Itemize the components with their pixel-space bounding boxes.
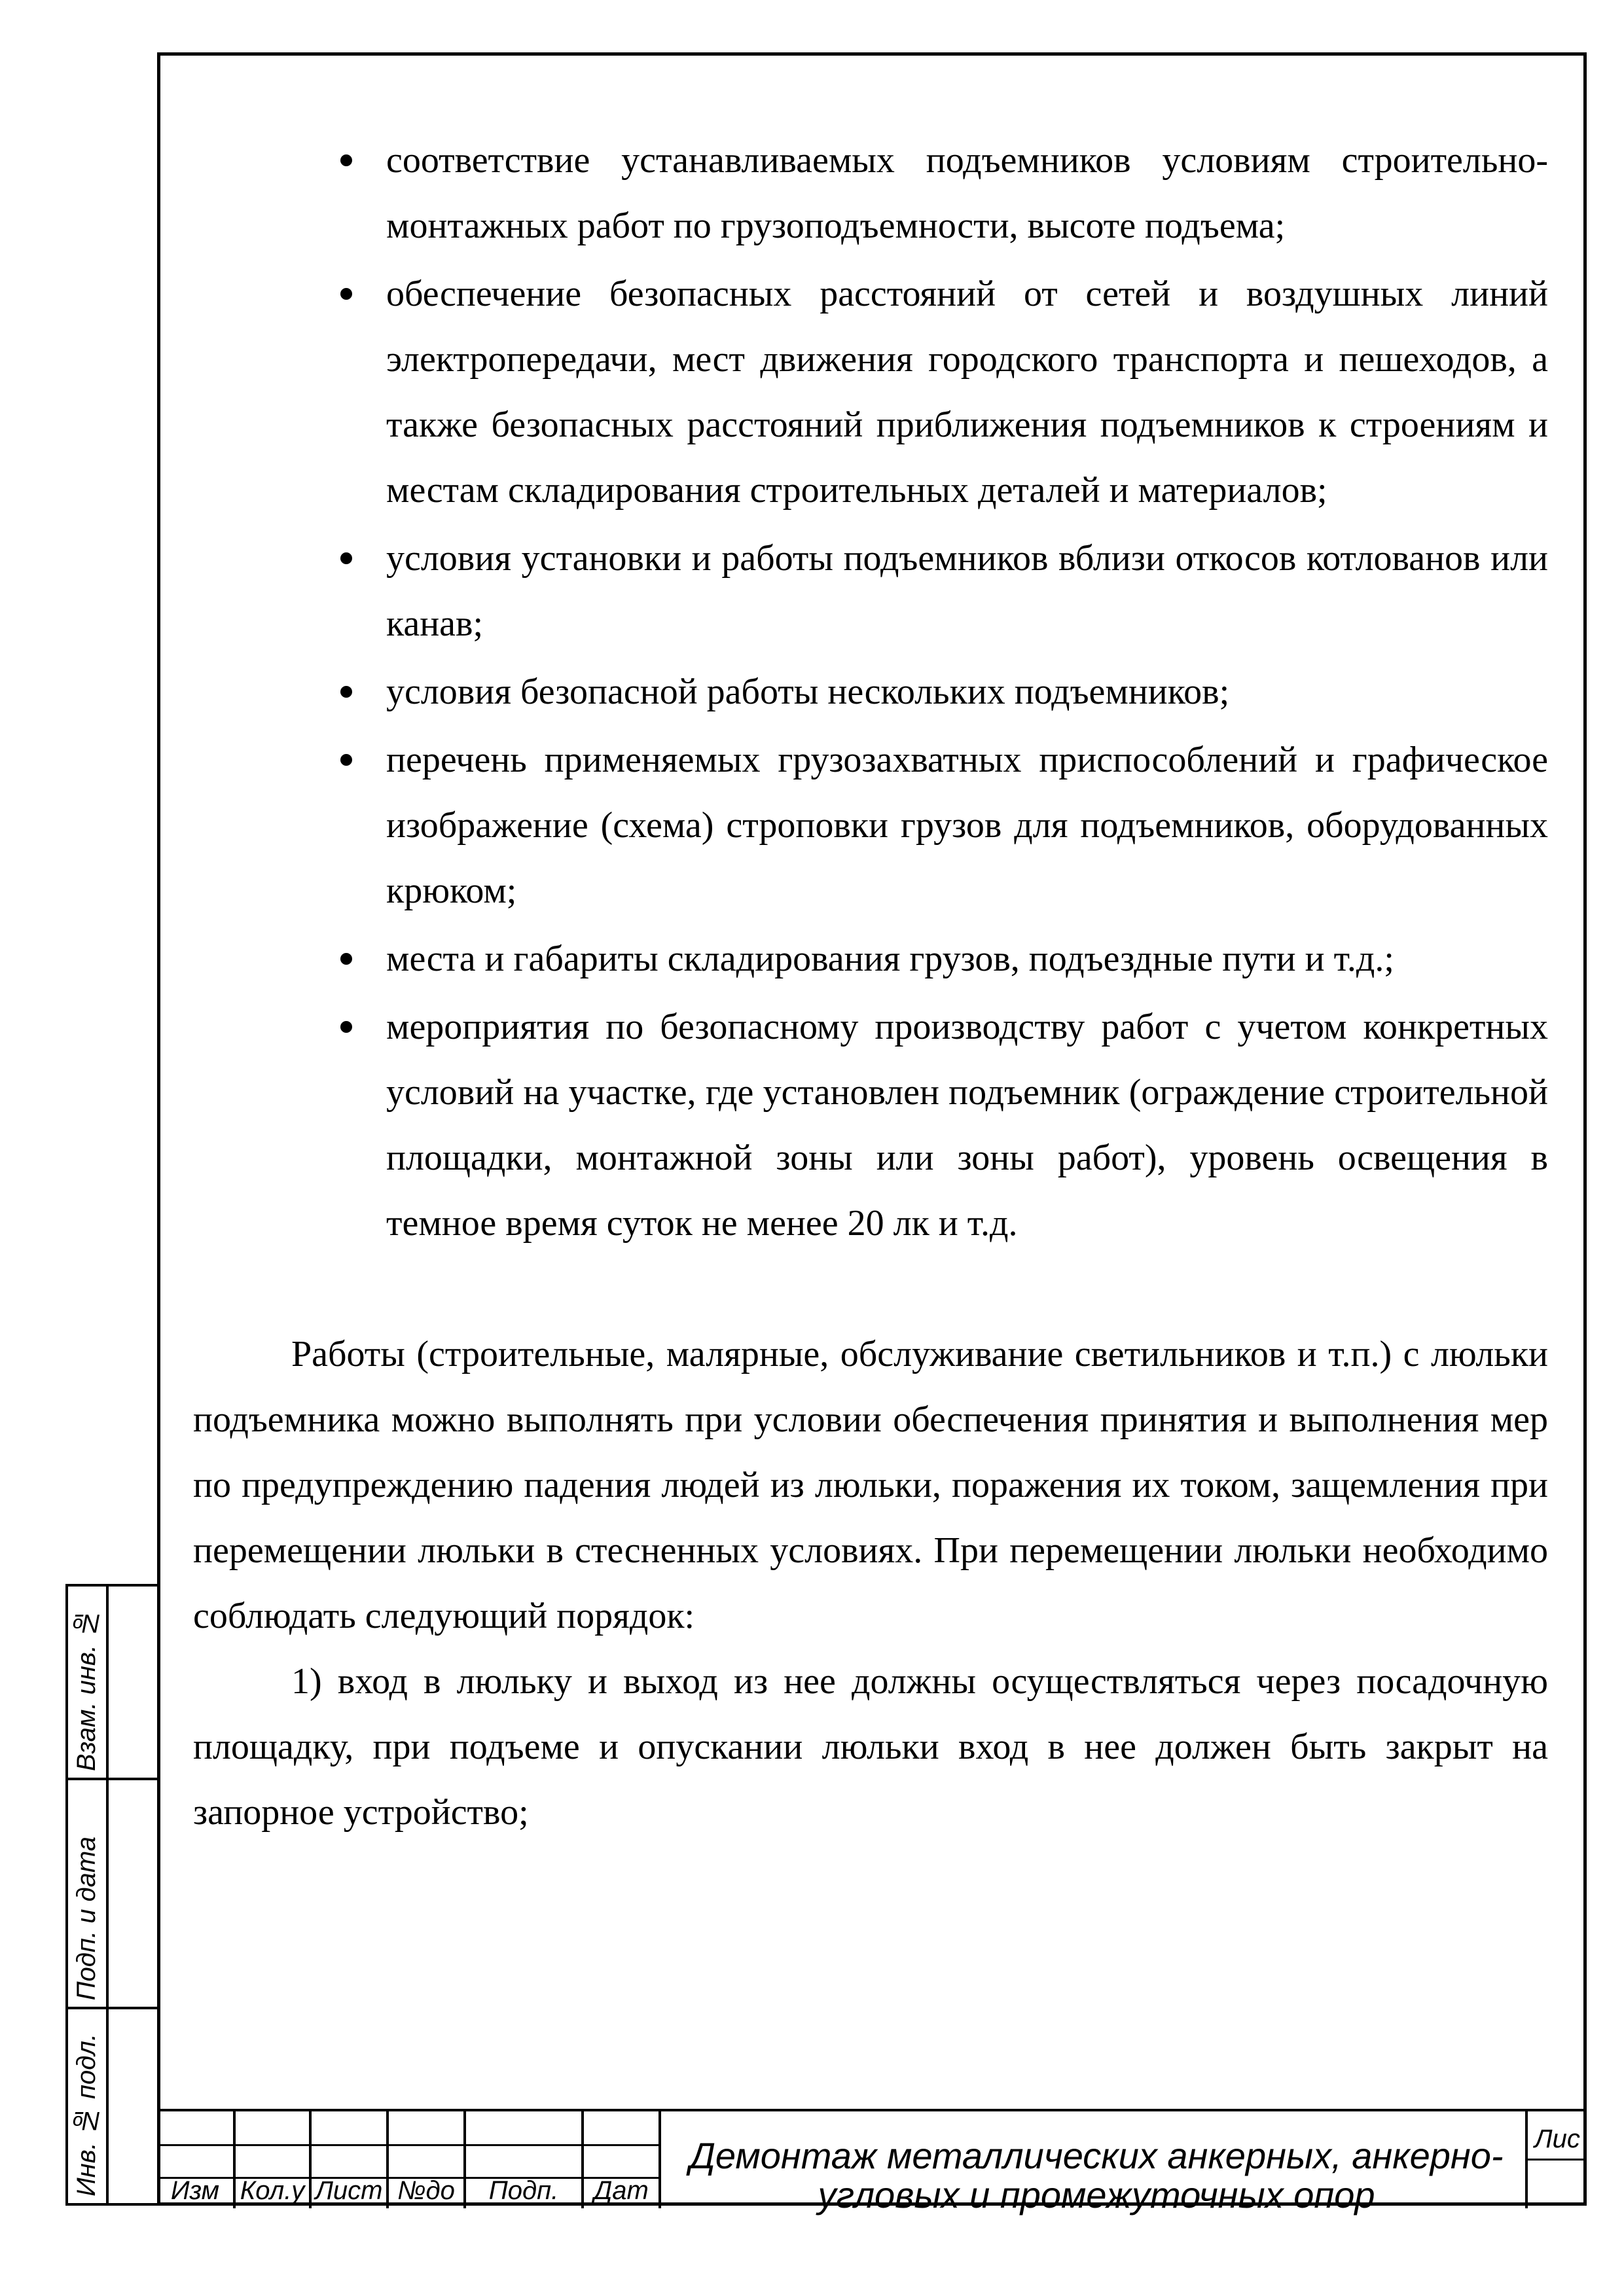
list-item-text: условия безопасной работы нескольких подъемников;: [386, 672, 1230, 712]
side-cell-podp: [65, 1778, 157, 2009]
list-item-text: перечень применяемых грузозахватных приспособлений и графическое изображение (схема) строповки грузов для подъемников, оборудованных крюком;: [386, 740, 1548, 911]
bullet-icon: [340, 686, 352, 698]
document-body: [193, 128, 1548, 1845]
col-ndoc: №до: [389, 2111, 466, 2208]
body-paragraph: 1) вход в люльку и выход из нее должны осуществляться через посадочную площадку, при подъеме и опускании люльки вход в нее должен быть закрыт на запорное устройство;: [193, 1661, 1548, 1833]
list-item-text: места и габариты складирования грузов, подъездные пути и т.д.;: [386, 939, 1394, 979]
list-item: [193, 128, 1548, 259]
list-item-text: соответствие устанавливаемых подъемников условиям строительно-монтажных работ по грузоподъемности, высоте подъема;: [386, 140, 1548, 246]
bullet-icon: [340, 953, 352, 965]
col-izm: Изм: [157, 2111, 236, 2208]
bullet-icon: [340, 552, 352, 564]
list-item: [193, 261, 1548, 523]
body-paragraph: Работы (строительные, малярные, обслуживание светильников и т.п.) с люльки подъемника можно выполнять при условии обеспечения принятия и выполнения мер по предупреждению падения людей из люльки, поражения их током, защемления при перемещении люльки в стесненных условиях. При перемещении люльки необходимо соблюдать следующий порядок:: [193, 1334, 1548, 1636]
list-item: [193, 926, 1548, 992]
side-label-vzam: Взам. инв. №: [72, 1608, 101, 1771]
list-item: [193, 994, 1548, 1256]
document-title: Демонтаж металлических анкерных, анкерно-угловых и промежуточных опор: [689, 2135, 1504, 2215]
list-item-text: условия установки и работы подъемников вблизи откосов котлованов или канав;: [386, 538, 1548, 644]
side-cell-vzam: [65, 1584, 157, 1780]
side-stamp: [65, 1584, 157, 2206]
sheet-box: [1525, 2111, 1587, 2208]
side-label-inv: Инв. № подл.: [72, 2034, 101, 2197]
col-podp: Подп.: [466, 2111, 584, 2208]
list-item-text: обеспечение безопасных расстояний от сетей и воздушных линий электропередачи, мест движения городского транспорта и пешеходов, а также безопасных расстояний приближения подъемников к строениям и местам складирования строительных деталей и материалов;: [386, 274, 1548, 511]
bullet-icon: [340, 154, 352, 166]
list-item: [193, 526, 1548, 656]
list-item-text: мероприятия по безопасному производству работ с учетом конкретных условий на участке, где установлен подъемник (ограждение строительной площадки, монтажной зоны или зоны работ), уровень освещения в темное время суток не менее 20 лк и т.д.: [386, 1007, 1548, 1244]
side-label-podp: Подп. и дата: [72, 1836, 101, 2000]
title-block: [157, 2109, 1587, 2215]
col-data: Дат: [584, 2111, 661, 2208]
side-cell-inv: [65, 2007, 157, 2206]
requirements-list: [193, 128, 1548, 1256]
bullet-icon: [340, 1021, 352, 1033]
bullet-icon: [340, 754, 352, 766]
list-item: [193, 727, 1548, 924]
sheet-label: Лис: [1534, 2125, 1580, 2153]
col-kolu: Кол.у: [236, 2111, 312, 2208]
col-list: Лист: [312, 2111, 389, 2208]
bullet-icon: [340, 288, 352, 300]
list-item: [193, 659, 1548, 725]
